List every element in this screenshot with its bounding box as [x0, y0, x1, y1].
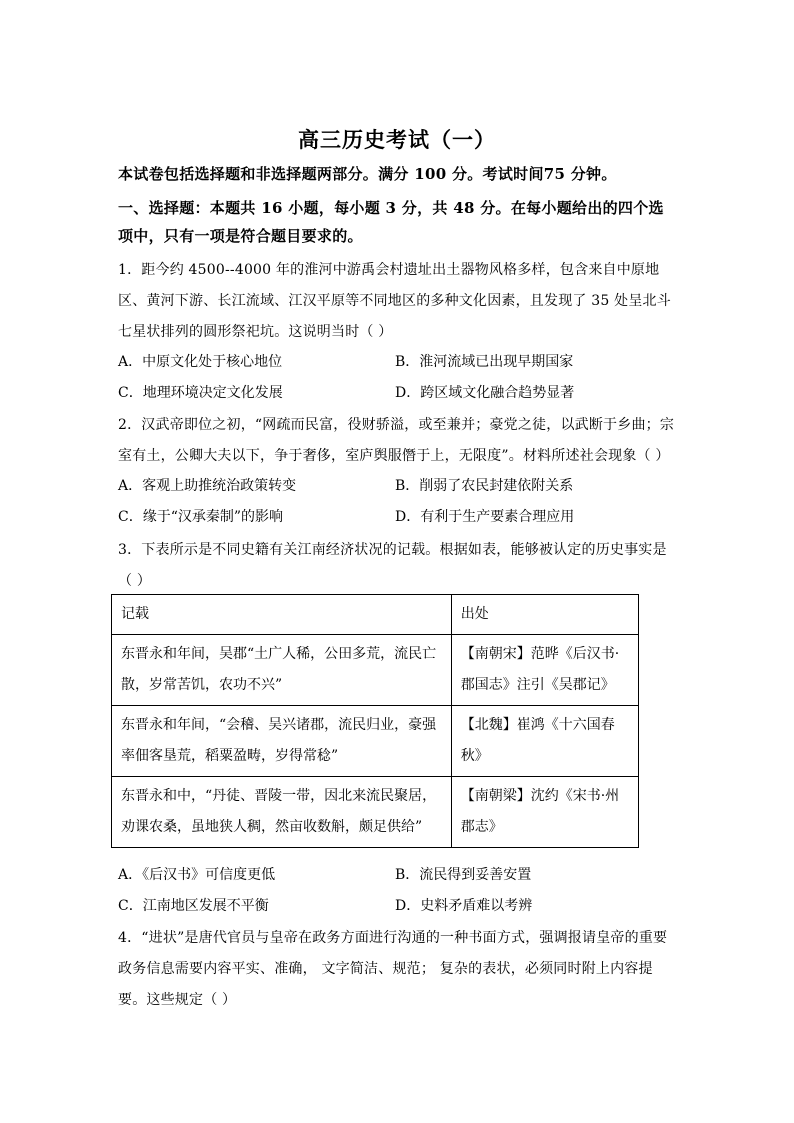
- table-cell-record: 东晋永和年间，吴郡“土广人稀，公田多荒，流民亡散，岁常苦饥，农功不兴”: [112, 635, 452, 706]
- question-4-stem: 4．“进状”是唐代官员与皇帝在政务方面进行沟通的一种书面方式，强调报请皇帝的重要政务信息需要内容平实、准确， 文字简洁、规范； 复杂的表状，必须同时附上内容提要。这些规定（ ）: [118, 930, 668, 1008]
- question-1-stem: 1．距今约 4500--4000 年的淮河中游禹会村遗址出土器物风格多样，包含来自中原地区、黄河下游、长江流域、江汉平原等不同地区的多种文化因素，且发现了 35 处呈北斗七星状排列的圆形祭祀坑。这说明当时（ ）: [118, 262, 671, 340]
- table-cell-source: 【南朝梁】沈约《宋书·州郡志》: [451, 777, 638, 848]
- table-cell-source: 【南朝宋】范晔《后汉书·郡国志》注引《吴郡记》: [451, 635, 638, 706]
- question-1-option-d[interactable]: D．跨区域文化融合趋势显著: [395, 385, 575, 401]
- question-2-option-a[interactable]: A．客观上助推统治政策转变: [118, 478, 297, 494]
- question-2-option-c[interactable]: C．缘于“汉承秦制”的影响: [118, 509, 284, 525]
- question-3-table: [111, 594, 639, 848]
- question-3-option-c[interactable]: C．江南地区发展不平衡: [118, 898, 269, 914]
- question-2-option-b[interactable]: B．削弱了农民封建依附关系: [395, 478, 574, 494]
- question-3-option-d[interactable]: D．史料矛盾难以考辨: [395, 898, 533, 914]
- table-row: [112, 777, 639, 848]
- section-heading-line2: 项中，只有一项是符合题目要求的。: [118, 227, 363, 245]
- question-1-option-b[interactable]: B．淮河流域已出现早期国家: [395, 354, 574, 370]
- table-cell-record: 东晋永和中，“丹徒、晋陵一带，因北来流民聚居，劝课农桑，虽地狭人稠，然亩收数斛，颇足供给”: [112, 777, 452, 848]
- page-title: 高三历史考试（一）: [298, 127, 496, 152]
- question-1-option-c[interactable]: C．地理环境决定文化发展: [118, 385, 283, 401]
- table-header-source: 出处: [451, 595, 638, 635]
- table-cell-record: 东晋永和年间，“会稽、吴兴诸郡，流民归业，豪强率佃客垦荒，稻粟盈畴，岁得常稔”: [112, 706, 452, 777]
- question-3-stem: 3．下表所示是不同史籍有关江南经济状况的记载。根据如表，能够被认定的历史事实是（ ）: [118, 542, 667, 589]
- table-header-record: 记载: [112, 595, 452, 635]
- question-3-option-a[interactable]: A．《后汉书》可信度更低: [118, 867, 276, 883]
- table-row: [112, 635, 639, 706]
- table-cell-source: 【北魏】崔鸿《十六国春秋》: [451, 706, 638, 777]
- table-row: [112, 706, 639, 777]
- table-header-row: [112, 595, 639, 635]
- exam-instructions: 本试卷包括选择题和非选择题两部分。满分 100 分。考试时间75 分钟。: [118, 165, 617, 183]
- section-heading-line1: 一、选择题：本题共 16 小题，每小题 3 分，共 48 分。在每小题给出的四个选: [118, 199, 664, 217]
- question-2-option-d[interactable]: D．有利于生产要素合理应用: [395, 509, 575, 525]
- question-2-stem: 2．汉武帝即位之初，“网疏而民富，役财骄溢，或至兼并；豪党之徒，以武断于乡曲；宗室有土，公卿大夫以下，争于奢侈，室庐舆服僭于上，无限度”。材料所述社会现象（ ）: [118, 417, 675, 464]
- section-heading: [118, 194, 678, 250]
- question-3-option-b[interactable]: B．流民得到妥善安置: [395, 867, 532, 883]
- question-1-option-a[interactable]: A．中原文化处于核心地位: [118, 354, 283, 370]
